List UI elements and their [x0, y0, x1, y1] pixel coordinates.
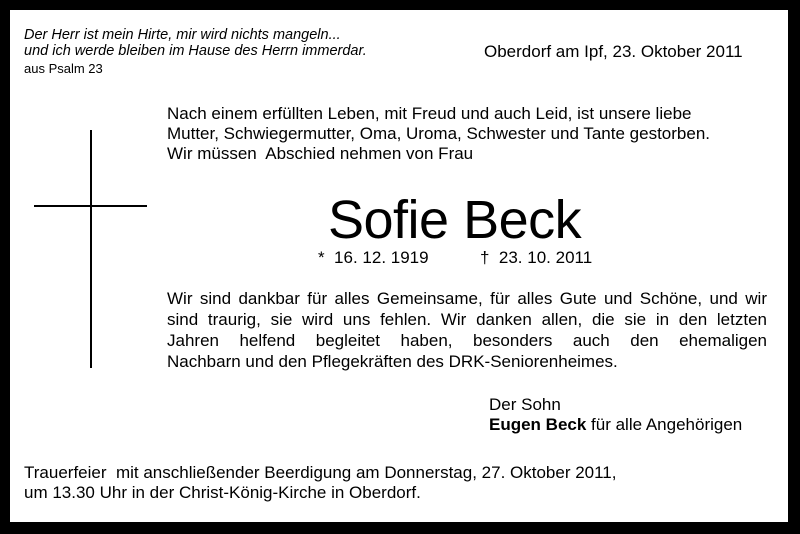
intro-line-2: Mutter, Schwiegermutter, Oma, Uroma, Schwester und Tante gestorben.	[167, 124, 710, 143]
signature-name: Eugen Beck	[489, 415, 587, 434]
motto-line-2: und ich werde bleiben im Hause des Herrn immerdar.	[24, 43, 367, 59]
deceased-name: Sofie Beck	[328, 190, 582, 250]
thanks-line-1: Wir sind dankbar für alles Gemeinsame, für alles Gute und Schöne, und wir	[167, 289, 767, 308]
cross-icon-horizontal	[34, 205, 147, 207]
cross-icon-vertical	[90, 130, 92, 368]
signature	[489, 415, 742, 435]
thanks-line-4: Nachbarn und den Pflegekräften des DRK-Seniorenheimes.	[167, 352, 618, 371]
death-date: † 23. 10. 2011	[480, 248, 593, 267]
funeral-line-2: um 13.30 Uhr in der Christ-König-Kirche in Oberdorf.	[24, 483, 421, 502]
intro-line-3: Wir müssen Abschied nehmen von Frau	[167, 144, 474, 163]
funeral-info	[24, 463, 617, 503]
motto-line-1: Der Herr ist mein Hirte, mir wird nichts mangeln...	[24, 27, 341, 43]
motto-source: aus Psalm 23	[24, 61, 103, 76]
thanks-line-3: Jahren helfend begleitet haben, besonders auch den ehemaligen	[167, 331, 767, 350]
intro-text	[167, 104, 767, 164]
place-date: Oberdorf am Ipf, 23. Oktober 2011	[484, 42, 743, 61]
birth-date: * 16. 12. 1919	[318, 248, 429, 267]
intro-line-1: Nach einem erfüllten Leben, mit Freud und auch Leid, ist unsere liebe	[167, 104, 692, 123]
signature-suffix: für alle Angehörigen	[586, 415, 743, 434]
signature-relation: Der Sohn	[489, 395, 561, 414]
funeral-line-1: Trauerfeier mit anschließender Beerdigung am Donnerstag, 27. Oktober 2011,	[24, 463, 617, 482]
psalm-motto	[24, 27, 367, 59]
thanks-line-2: sind traurig, sie wird uns fehlen. Wir danken allen, die sie in den letzten	[167, 310, 767, 329]
thanks-text	[167, 288, 767, 372]
